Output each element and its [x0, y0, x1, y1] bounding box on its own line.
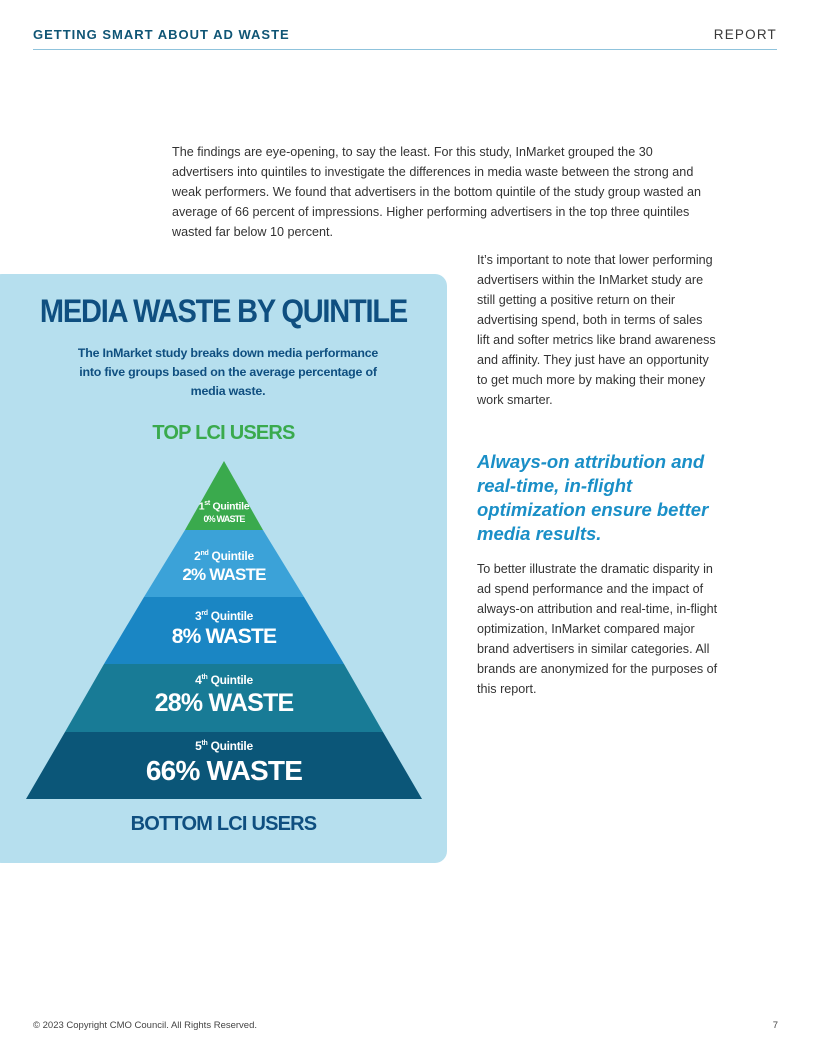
- top-lci-users-label: TOP LCI USERS: [152, 422, 295, 444]
- tier-3-label: 3rd Quintile 8% WASTE: [171, 609, 277, 648]
- tier-1-label: 1st Quintile 0% WASTE: [198, 500, 250, 524]
- right-paragraph-2: To better illustrate the dramatic disparity in ad spend performance and the impact of always-on attribution and real-time, in-flight optimization, InMarket compared major brand advertisers in similar categories. All brands are anonymized for the purposes of this report.: [477, 562, 718, 696]
- footer-copyright: © 2023 Copyright CMO Council. All Rights Reserved.: [33, 1020, 258, 1031]
- intro-paragraph: The findings are eye-opening, to say the least. For this study, InMarket grouped the 30 advertisers into quintiles to investigate the differences in media waste between the strong and weak performers. We found that advertisers in the bottom quintile of the study group wasted an average of 66 percent of impressions. Higher performing advertisers in the top three quintiles wasted far below 10 percent.: [172, 145, 701, 239]
- tier-2-label: 2nd Quintile 2% WASTE: [182, 549, 266, 584]
- page-header-title: GETTING SMART ABOUT AD WASTE: [33, 27, 290, 42]
- bottom-lci-users-label: BOTTOM LCI USERS: [130, 813, 317, 835]
- infographic-title: MEDIA WASTE BY QUINTILE: [39, 294, 408, 330]
- tier-5-label: 5th Quintile 66% WASTE: [145, 739, 303, 786]
- infographic-subtitle: The InMarket study breaks down media performance into five groups based on the average percentage of media waste.: [77, 346, 379, 398]
- page-number: 7: [772, 1020, 778, 1031]
- page-header-section: REPORT: [713, 27, 777, 42]
- pull-quote: Always-on attribution and real-time, in-flight optimization ensure better media results.: [477, 451, 709, 544]
- right-paragraph-1: It’s important to note that lower performing advertisers within the InMarket study are still getting a positive return on their advertising spend, both in terms of sales lift and softer metrics like brand awareness and affinity. They just have an opportunity to get much more by making their money work smarter.: [477, 253, 716, 407]
- tier-4-label: 4th Quintile 28% WASTE: [154, 673, 294, 717]
